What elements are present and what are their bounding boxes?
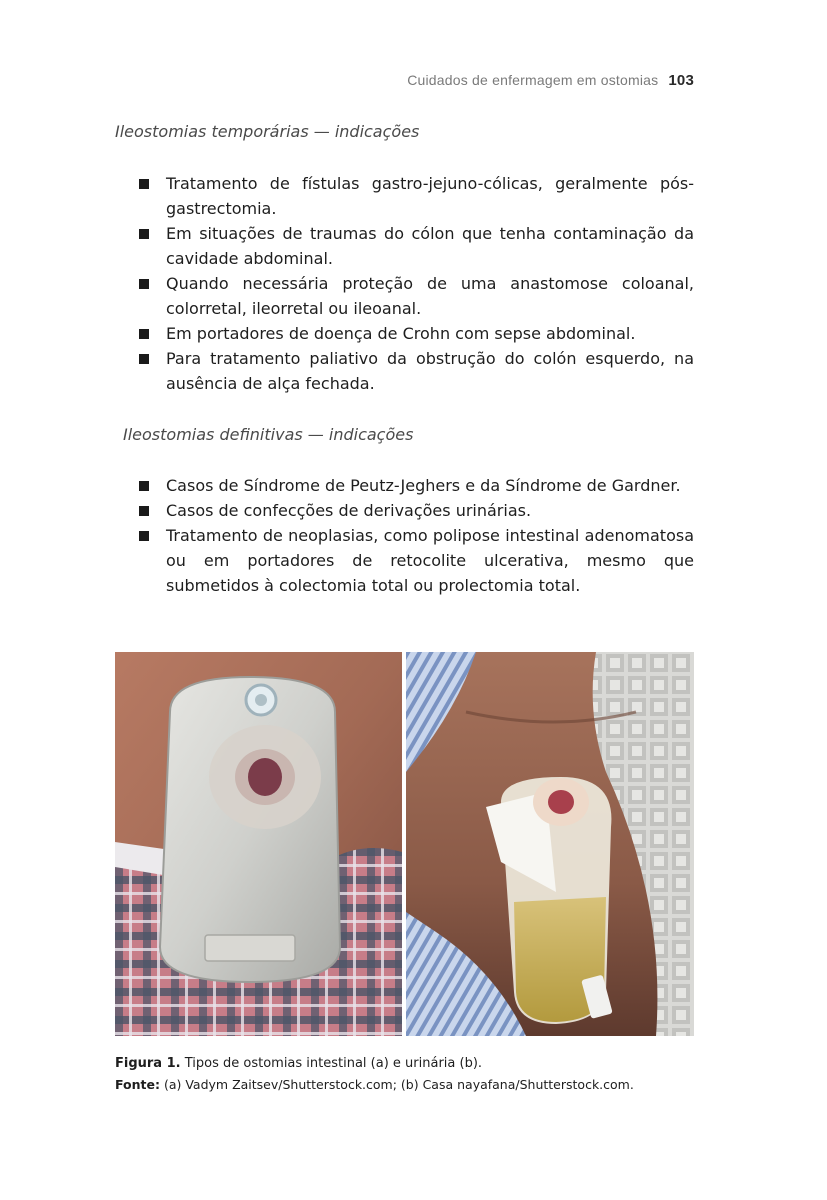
caption-label: Figura 1. — [115, 1056, 181, 1071]
section-heading-temporary: Ileostomias temporárias — indicações — [115, 122, 420, 141]
source-label: Fonte: — [115, 1077, 160, 1092]
list-item: Em situações de traumas do cólon que tenha contaminação da cavidade abdominal. — [138, 221, 694, 271]
urinary-ostomy-illustration — [406, 652, 694, 1036]
figure-ostomy-types — [115, 652, 694, 1036]
bullet-square-icon — [139, 354, 149, 364]
list-item: Tratamento de neoplasias, como polipose intestinal adenomatosa ou em portadores de retocolite ulcerativa, mesmo que submetidos à colectomia total ou prolectomia total. — [138, 523, 694, 598]
caption-text: Tipos de ostomias intestinal (a) e urinária (b). — [180, 1056, 483, 1071]
bullet-square-icon — [139, 481, 149, 491]
running-title: Cuidados de enfermagem em ostomias — [407, 72, 659, 88]
urinary-ostomy-photo — [406, 652, 694, 1036]
bullet-square-icon — [139, 531, 149, 541]
list-item: Casos de confecções de derivações urinárias. — [138, 498, 694, 523]
page-number: 103 — [668, 72, 694, 89]
bullet-square-icon — [139, 279, 149, 289]
bullet-square-icon — [139, 179, 149, 189]
source-text: (a) Vadym Zaitsev/Shutterstock.com; (b) Casa nayafana/Shutterstock.com. — [159, 1077, 634, 1092]
indications-list-temporary — [138, 171, 694, 396]
list-item: Para tratamento paliativo da obstrução do colón esquerdo, na ausência de alça fechada. — [138, 346, 694, 396]
figure-caption — [115, 1056, 482, 1071]
ostomy-pouch-illustration — [115, 652, 402, 1036]
bullet-square-icon — [139, 229, 149, 239]
list-item: Em portadores de doença de Crohn com sepse abdominal. — [138, 321, 694, 346]
list-item: Tratamento de fístulas gastro-jejuno-cólicas, geralmente pós-gastrectomia. — [138, 171, 694, 221]
list-item: Quando necessária proteção de uma anastomose coloanal, colorretal, ileorretal ou ileoanal. — [138, 271, 694, 321]
section-heading-definitive: Ileostomias definitivas — indicações — [123, 425, 414, 444]
running-header — [0, 72, 694, 89]
indications-list-definitive — [138, 473, 694, 598]
figure-source — [115, 1077, 634, 1092]
bullet-square-icon — [139, 506, 149, 516]
list-item: Casos de Síndrome de Peutz-Jeghers e da Síndrome de Gardner. — [138, 473, 694, 498]
bullet-square-icon — [139, 329, 149, 339]
ostomy-pouch-photo — [115, 652, 402, 1036]
